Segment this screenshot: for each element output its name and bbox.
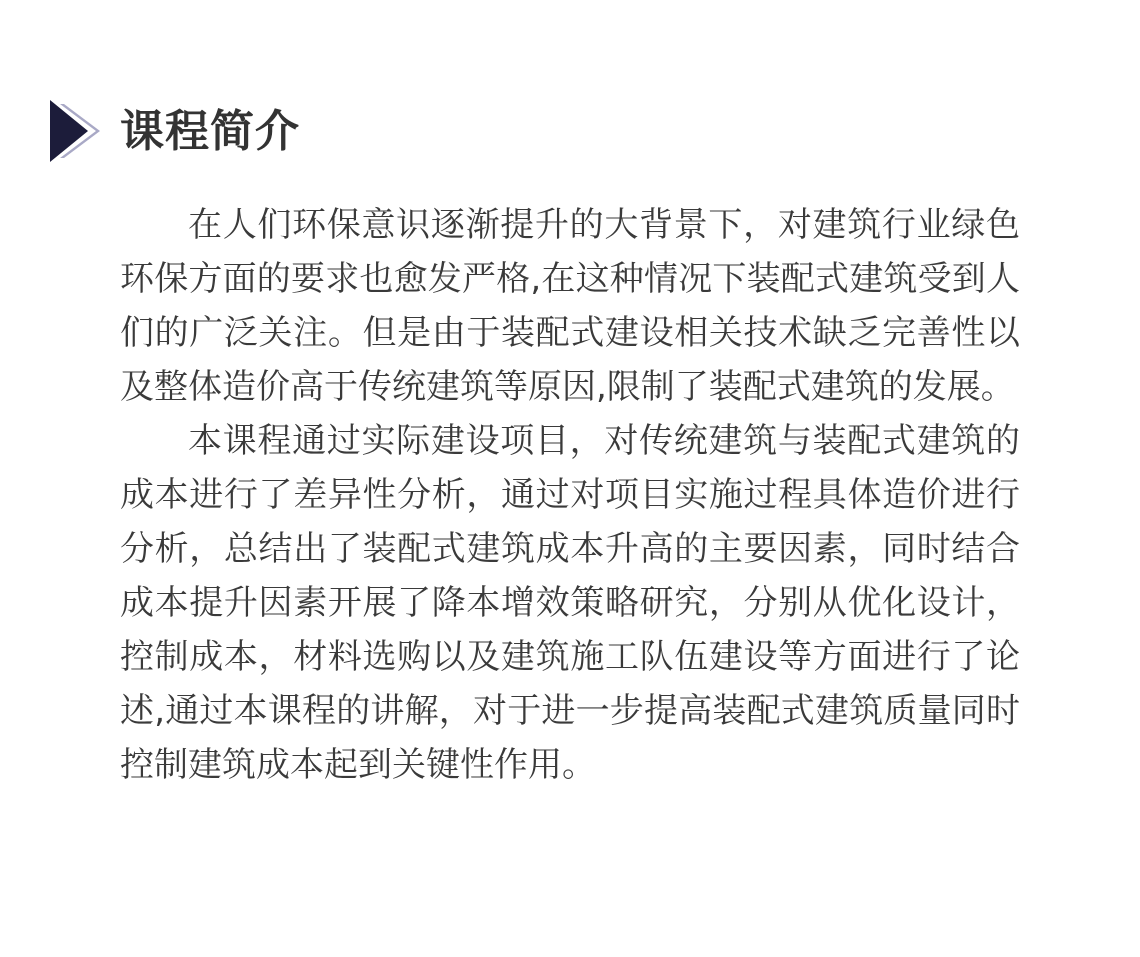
section-header [50,100,100,162]
section-title: 课程简介 [120,106,300,157]
intro-paragraph-2: 本课程通过实际建设项目，对传统建筑与装配式建筑的成本进行了差异性分析，通过对项目实施过程具体造价进行分析，总结出了装配式建筑成本升高的主要因素，同时结合成本提升因素开展了降本增效策略研究，分别从优化设计，控制成本，材料选购以及建筑施工队伍建设等方面进行了论述,通过本课程的讲解，对于进一步提高装配式建筑质量同时控制建筑成本起到关键性作用。 [120,421,1020,785]
chevron-right-icon [50,100,100,162]
intro-paragraph-1: 在人们环保意识逐渐提升的大背景下，对建筑行业绿色环保方面的要求也愈发严格,在这种情况下装配式建筑受到人们的广泛关注。但是由于装配式建设相关技术缺乏完善性以及整体造价高于传统建筑等原因,限制了装配式建筑的发展。 [120,205,1020,407]
course-intro-content [120,198,1020,792]
